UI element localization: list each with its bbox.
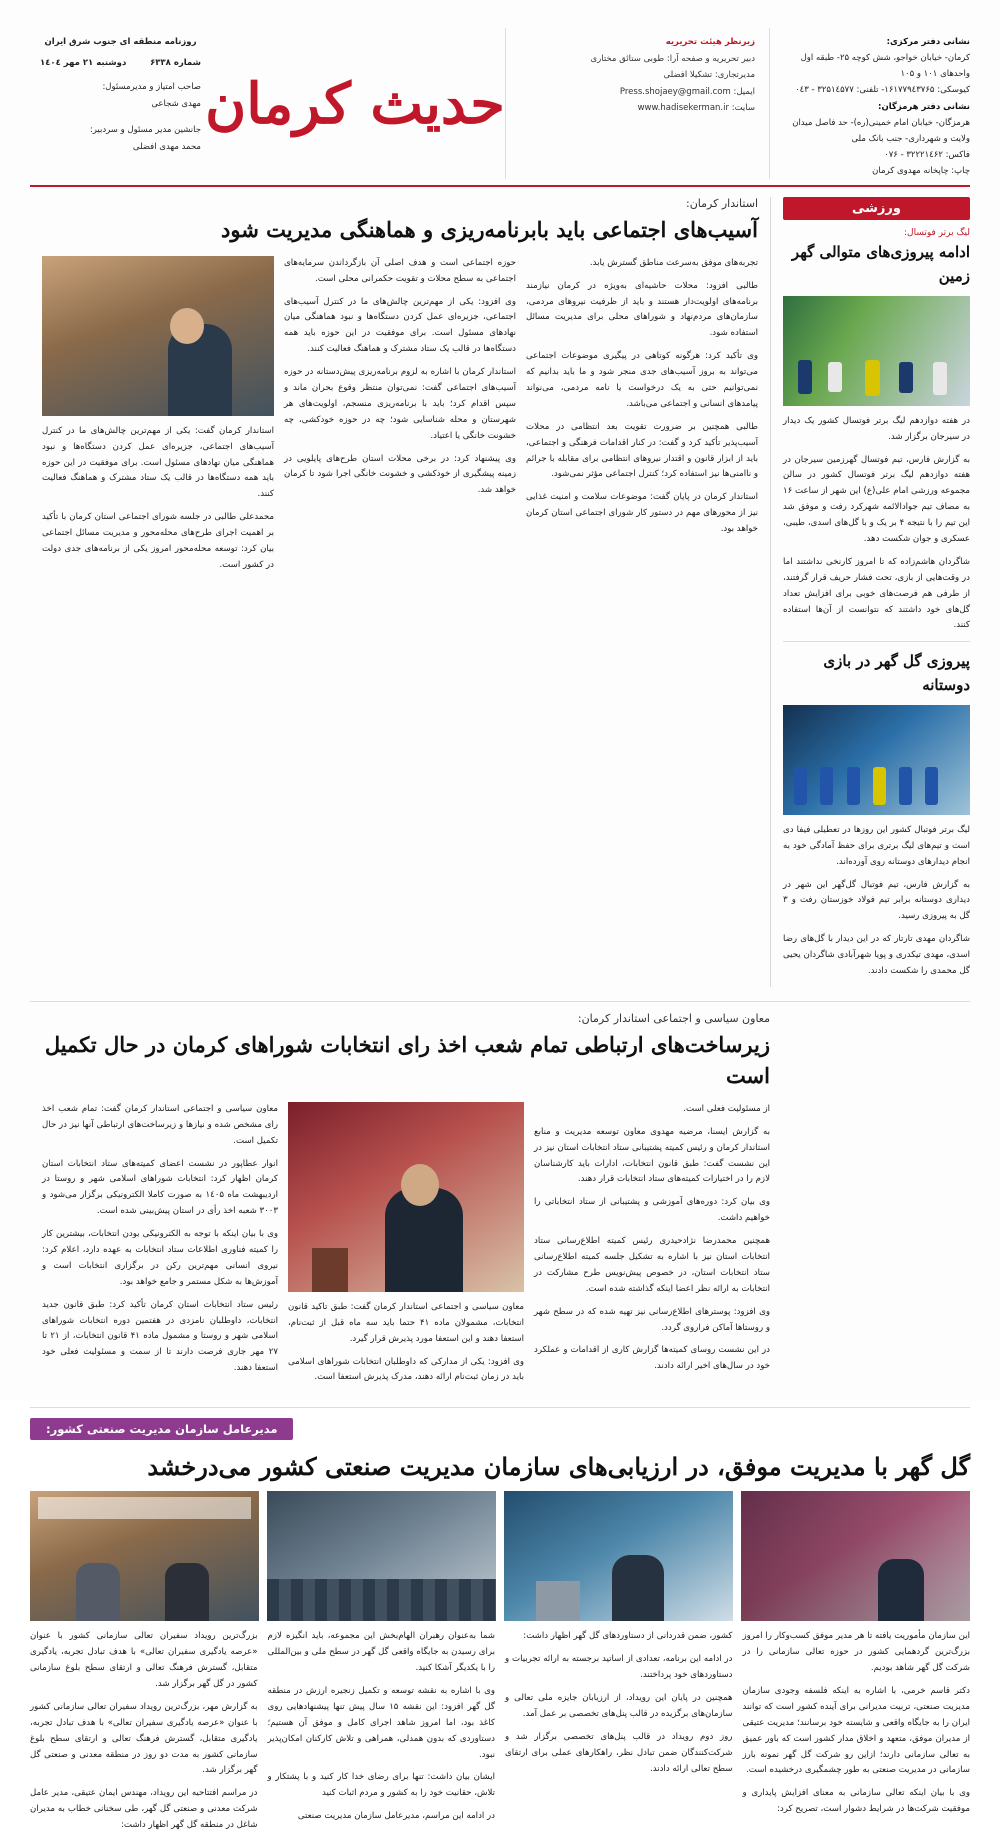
third-story-column-4 bbox=[30, 1629, 258, 1841]
lead-caption-paragraph: استاندار کرمان گفت: یکی از مهم‌ترین چالش‌های ما در کنترل آسیب‌های اجتماعی، جزیره‌ای عمل کردن دستگاه‌ها و نبود هماهنگی میان نهادهای مسئول است. برای موفقیت در این حوزه باید همه دستگاه‌ها در قالب یک ستاد مشترک و هماهنگ فعالیت کنند. bbox=[42, 425, 274, 500]
sports2-paragraph: لیگ برتر فوتبال کشور این روزها در تعطیلی فیفا دی است و تیم‌های لیگ برتری برای حفظ آمادگی خود به انجام دیدارهای دوستانه روی آورده‌اند. bbox=[783, 824, 970, 867]
official-speaking-photo bbox=[288, 1102, 524, 1292]
sports-paragraph: به گزارش فارس، تیم فوتسال گهرزمین سیرجان در هفته دوازدهم لیگ برتر فوتسال کشور در سالن مجموعه ورزشی امام علی(ع) این شهر از ساعت ۱۶ به مصاف تیم جوادالائمه شهرکرد رفت و موفق شد این تیم را با نتیجه ۴ بر یک و با گل‌های اسدی، طیبی، عسکری و جوان شکست دهد. bbox=[783, 454, 970, 544]
sports-section-badge[interactable]: ورزشی bbox=[783, 197, 970, 220]
publication-date: دوشنبه ۲۱ مهر ۱٤۰٤ bbox=[40, 57, 127, 68]
email-label: ایمیل: bbox=[733, 86, 755, 97]
sports2-paragraph: شاگردان مهدی تارتار که در این دیدار با گل‌های رضا اسدی، مهدی تیکدری و پویا شهرآبادی شاگردان یحیی گل محمدی را شکست دادند. bbox=[783, 934, 970, 976]
site-address[interactable]: www.hadisekerman.ir bbox=[637, 103, 729, 114]
second-paragraph: به گزارش ایسنا، مرضیه مهدوی معاون توسعه مدیریت و منابع استاندار کرمان و رئیس کمیته پشتیبانی ستاد انتخابات استان نیز در این نشست گفت: طبق قانون انتخابات، ادارات باید کارشناسان لازم را در اختیارات کمیته‌های ستاد انتخابات قرار دهند. bbox=[534, 1126, 770, 1185]
third-story-banner[interactable]: مدیرعامل سازمان مدیریت صنعتی کشور: bbox=[30, 1418, 293, 1440]
award-ceremony-photo bbox=[30, 1491, 259, 1621]
masthead-right-block bbox=[30, 28, 205, 179]
third-paragraph: وی با اشاره به نقشه توسعه و تکمیل زنجیره ارزش در منطقه گل گهر افزود: این نقشه ۱۵ سال پیش تنها پیشنهادهایی روی کاغذ بود، اما امروز شاهد اجرای کامل و موفق آن هستیم؛ دستاوردی که بدون همدلی، همراهی و تلاش کارکنان امکان‌پذیر نبود. bbox=[267, 1685, 495, 1760]
third-paragraph: ایشان بیان داشت: تنها برای رضای خدا کار کنید و با پشتکار و تلاش، حقانیت خود را به کشور و مردم اثبات کنید bbox=[267, 1772, 495, 1799]
football-team-photo bbox=[783, 705, 970, 815]
second-paragraph: همچنین محمدرضا نژادحیدری رئیس کمیته اطلاع‌رسانی ستاد انتخابات استان نیز با اشاره به تشکیل جلسه کمیته اطلاع‌رسانی ستاد انتخابات استان، در خصوص پیش‌نویس طرح مشارکت در انتخابات به ارائه نظر اعضا اینکه گذاشته شده است. bbox=[534, 1236, 770, 1294]
second-story-column-left bbox=[534, 1102, 770, 1393]
sports2-body bbox=[783, 823, 970, 980]
second-paragraph: در این نشست روسای کمیته‌ها گزارش کاری از اقدامات و عملکرد خود در سال‌های اخیر ارائه دادند. bbox=[534, 1345, 770, 1372]
address-title-hormozgan: نشانی دفتر هرمزگان: bbox=[878, 101, 970, 112]
third-paragraph: همچنین در پایان این رویداد، از ارزیابان جایزه ملی تعالی و سازمان‌های برگزیده در قالب پنل‌های تخصصی بر عمل آمد. bbox=[505, 1692, 733, 1719]
third-paragraph: شما به‌عنوان رهبران الهام‌بخش این مجموعه، باید انگیزه لازم برای رسیدن به جایگاه واقعی گل گهر در سطح ملی و بین‌المللی را با یکدیگر آشکا کنید. bbox=[267, 1631, 495, 1674]
second-paragraph: معاون سیاسی و اجتماعی استاندار کرمان گفت: تمام شعب اخذ رای مشخص شده و نیازها و زیرساخت‌های ارتباطی آنها نیز در حال تکمیل است. bbox=[42, 1103, 278, 1146]
deputy-label: جانشین مدیر مسئول و سردبیر: bbox=[89, 125, 201, 136]
third-paragraph: کشور، ضمن قدردانی از دستاوردهای گل گهر اظهار داشت: bbox=[523, 1631, 733, 1642]
owner-name: مهدی شجاعی bbox=[151, 98, 201, 109]
second-story-kicker: معاون سیاسی و اجتماعی استاندار کرمان: bbox=[577, 1011, 770, 1025]
address-line-4: فاکس: ۳۲۲۲۱٤۶۲ - ۰۷۶ bbox=[884, 149, 970, 160]
masthead-address-block bbox=[770, 28, 970, 179]
owner-label: صاحب امتیاز و مدیرمسئول: bbox=[102, 82, 201, 93]
group-conference-photo bbox=[267, 1491, 496, 1621]
third-paragraph: دکتر قاسم خرمی، با اشاره به اینکه فلسفه وجودی سازمان مدیریت صنعتی، تربیت مدیرانی برای آینده کشور است که توانند ایران را به جایگاه واقعی و شایسته خود برسانند؛ مدیریت عتیقی از مدیران موفق، متعهد و اخلاق مدار کشور است که باور عمیق به تعالی سازمانی دارند؛ ازاین رو شرکت گل گهر نمونه بارز سازمانی در مدیریت صنعتی به طور چشمگیری درخشیده است. bbox=[742, 1685, 970, 1776]
newspaper-title: حدیث کرمان bbox=[205, 70, 505, 137]
second-caption-paragraph: معاون سیاسی و اجتماعی استاندار کرمان گفت: طبق تاکید قانون انتخابات، مشمولان ماده ۴۱ حتما باید سه ماه قبل از ثبت‌نام، استعفا دهند و این استعفا مورد پذیرش قرار گیرد. bbox=[288, 1301, 524, 1344]
lead-paragraph: وی افزود: یکی از مهم‌ترین چالش‌های ما در کنترل آسیب‌های اجتماعی، جزیره‌ای عمل کردن دستگاه‌ها و نبود هماهنگی میان نهادهای مسئول است. برای موفقیت در این حوزه باید همه دستگاه‌ها در قالب یک ستاد مشترک و هماهنگ فعالیت کنند. bbox=[284, 296, 516, 355]
masthead bbox=[30, 28, 970, 187]
sports-paragraph: در هفته دوازدهم لیگ برتر فوتسال کشور یک دیدار در سیرجان برگزار شد. bbox=[783, 415, 970, 442]
second-paragraph: انوار عطاپور در نشست اعضای کمیته‌های ستاد انتخابات استان کرمان اظهار کرد: انتخابات شوراهای اسلامی شهر و روستا در اردیبهشت ماه ۱٤۰۵ به صورت کاملا الکترونیکی برگزار می‌شود و ۳۰۰۳ شعبه اخذ رأی در استان پیش‌بینی شده است. bbox=[42, 1158, 279, 1217]
second-caption-paragraph: وی افزود: یکی از مدارکی که داوطلبان انتخابات شوراهای اسلامی باید در زمان ثبت‌نام ارائه دهند، مدرک پذیرش استعفا است. bbox=[288, 1356, 524, 1383]
second-story-column-right bbox=[42, 1102, 278, 1393]
third-paragraph: در مراسم افتتاحیه این رویداد، مهندس ایمان عتیقی، مدیر عامل شرکت معدنی و صنعتی گل گهر، طی سخنانی خطاب به مدیران شاغل در منطقه گل گهر اظهار داشت: bbox=[30, 1788, 258, 1831]
third-paragraph: بزرگ‌ترین رویداد سفیران تعالی سازمانی کشور با عنوان «عرصه یادگیری سفیران تعالی» با هدف تبادل تجربه، یادگیری متقابل، گسترش فرهنگ تعالی و ارتقای سطح بلوغ سازمانی کشور در گل گهر برگزار شد. bbox=[30, 1631, 258, 1689]
address-line-1: کرمان- خیابان خواجو، شش کوچه ۲۵- طبقه اول واحدهای ۱۰۱ و ۱۰۵ bbox=[800, 53, 970, 80]
lead-paragraph: وی تأکید کرد: هرگونه کوتاهی در پیگیری موضوعات اجتماعی می‌تواند به بروز آسیب‌های جدی منجر شود و ما باید بدانیم که نمی‌توانیم حتی به یک درخواست یا نامه مردمی، می‌نواند پیامدهای انسانی و اجتماعی می‌باشد. bbox=[526, 351, 758, 409]
futsal-match-photo bbox=[783, 296, 970, 406]
email-address[interactable]: Press.shojaey@gmail.com bbox=[619, 86, 731, 97]
top-section bbox=[30, 197, 970, 987]
editorial-line-1: دبیر تحریریه و صفحه آرا: طوبی ستائق مختاری bbox=[590, 53, 755, 64]
second-story-caption-text bbox=[288, 1300, 524, 1386]
third-paragraph: در ادامه این مراسم، مدیرعامل سازمان مدیریت صنعتی bbox=[297, 1811, 495, 1822]
third-paragraph: روز دوم رویداد در قالب پنل‌های تخصصی برگزار شد و شرکت‌کنندگان ضمن تبادل نظر، راهکارهای عملی برای ارتقای سطح تعالی ارائه دادند. bbox=[505, 1731, 733, 1774]
third-story-photo-strip bbox=[30, 1491, 970, 1621]
second-paragraph: وی با بیان اینکه با توجه به الکترونیکی بودن انتخابات، بیشترین کار را کمیته فناوری اطلاعات ستاد انتخابات به عهده دارد، اعلام کرد: نیروی انسانی مهم‌ترین رکن در برگزاری انتخابات است و آموزش‌ها به شکل مستمر و جامع خواهد بود. bbox=[42, 1229, 278, 1287]
third-story-column-2 bbox=[505, 1629, 733, 1841]
lead-paragraph: استاندار کرمان در پایان گفت: موضوعات سلامت و امنیت غذایی نیز از محورهای مهم در دستور کار شورای اجتماعی استان کرمان خواهد بود. bbox=[526, 492, 758, 535]
lead-paragraph: حوزه اجتماعی است و هدف اصلی آن بازگرداندن سرمایه‌های اجتماعی به سطح محلات و تقویت حکمرانی محلی است. bbox=[284, 257, 516, 284]
editorial-line-2: مدیرتجاری: تشکیلا افضلی bbox=[663, 70, 755, 81]
speaker-podium-photo bbox=[504, 1491, 733, 1621]
lead-story bbox=[30, 197, 770, 987]
second-paragraph: از مسئولیت فعلی است. bbox=[683, 1103, 770, 1114]
third-story-column-1 bbox=[743, 1629, 971, 1841]
lead-paragraph: طالبی همچنین بر ضرورت تقویت بعد انتظامی در محلات آسیب‌پذیر تأکید کرد و گفت: در کنار اقدامات فرهنگی و اجتماعی، باید از ابزار قانون و اقتدار نیروهای انتظامی برای مقابله با جرائم و ناامنی‌ها نیز استفاده کرد؛ کنترل اجتماعی مؤثر نمی‌شود. bbox=[526, 421, 758, 480]
third-story-columns bbox=[30, 1629, 970, 1841]
masthead-logo bbox=[205, 28, 505, 179]
lead-story-column-mid bbox=[284, 256, 516, 581]
lead-caption-paragraph: محمدعلی طالبی در جلسه شورای اجتماعی استان کرمان با تأکید بر اهمیت اجرای طرح‌های محله‌محور و مدیریت مسائل اجتماعی بیان کرد: توسعه محله‌محور امروز یکی از برنامه‌های جدی دولت در کشور است. bbox=[42, 512, 274, 570]
third-story-headline: گل گهر با مدیریت موفق، در ارزیابی‌های سازمان مدیریت صنعتی کشور می‌درخشد bbox=[147, 1452, 970, 1482]
third-paragraph: وی با بیان اینکه تعالی سازمانی به معنای افزایش پایداری و موفقیت شرکت‌ها در شرایط دشوار است، تصریح کرد: bbox=[742, 1788, 970, 1815]
third-paragraph: به گزارش مهر، بزرگ‌ترین رویداد سفیران تعالی سازمانی کشور با عنوان «عرصه یادگیری سفیران تعالی» با هدف تبادل تجربه، یادگیری متقابل، گسترش فرهنگ تعالی و ارتقای سطح بلوغ سازمانی کشور به مدت دو روز در منطقه معدنی و صنعتی گل گهر برگزار شد. bbox=[30, 1701, 258, 1776]
lead-paragraph: وی پیشنهاد کرد: در برخی محلات استان طرح‌های پایلویی در زمینه پیشگیری از خودکشی و خشونت خانگی اجرا شود تا کرمان خواهد شد. bbox=[284, 453, 516, 496]
conference-hall-photo bbox=[741, 1491, 970, 1621]
sports-paragraph: شاگردان هاشم‌زاده که تا امروز کارنخی نداشتند اما در وقت‌هایی از بازی، تحت فشار حریف قرار گرفتند، از طرفی هم فرصت‌های خوبی برای افزایش تعداد گل‌های خود داشتند که نتوانست از آن‌ها استفاده کنند. bbox=[783, 556, 970, 631]
deputy-name: محمد مهدی افضلی bbox=[132, 141, 201, 152]
lead-paragraph: طالبی افزود: محلات حاشیه‌ای به‌ویژه در کرمان نیازمند برنامه‌های اولویت‌دار هستند و باید از ظرفیت نیروهای مردمی، سازمان‌های مردم‌نهاد و شوراهای محلی برای مدیریت مسائل استفاده شود. bbox=[526, 280, 758, 339]
second-story-headline: زیرساخت‌های ارتباطی تمام شعب اخذ رای انتخابات شوراهای کرمان در حال تکمیل است bbox=[44, 1031, 770, 1089]
masthead-editorial-block bbox=[505, 28, 770, 179]
address-title-main: نشانی دفتر مرکزی: bbox=[886, 37, 970, 47]
site-label: سایت: bbox=[731, 103, 755, 114]
address-line-3: هرمزگان- خیابان امام خمینی(ره)- حد فاصل میدان ولایت و شهرداری- جنب بانک ملی bbox=[792, 117, 970, 144]
issue-number: شماره ۶۳۳۸ bbox=[150, 57, 201, 68]
second-paragraph: رئیس ستاد انتخابات استان کرمان تأکید کرد: طبق قانون جدید انتخابات، داوطلبان نامزدی در هفتمین دوره انتخابات شوراهای اسلامی شهر و روستا و مشمول ماده ۴۱ قانون انتخابات، از ۲۱ تا ۲۷ مهر جاری فرصت دارند تا از سمت و مسئولیت فعلی خود استعفا دهند. bbox=[42, 1299, 278, 1374]
governor-portrait-photo bbox=[42, 256, 274, 416]
lead-story-kicker: استاندار کرمان: bbox=[686, 197, 758, 211]
sports-headline: ادامه پیروزی‌های متوالی گهر زمین bbox=[791, 243, 970, 285]
sports-kicker: لیگ برتر فوتسال: bbox=[904, 228, 970, 239]
third-paragraph: این سازمان مأموریت یافته تا هر مدیر موفق کسب‌وکار را امروز بزرگ‌ترین گردهمایی کشور در حوزه تعالی سازمانی را در شرکت گل گهر شاهد بودیم. bbox=[742, 1631, 970, 1674]
third-story-section bbox=[30, 1407, 970, 1841]
sports2-headline: پیروزی گل گهر در بازی دوستانه bbox=[783, 641, 970, 697]
sports2-paragraph: به گزارش فارس، تیم فوتبال گل‌گهر این شهر در دیداری دوستانه برابر تیم فولاد خوزستان رفت و ۳ گل به پیروزی رسید. bbox=[783, 879, 970, 922]
lead-story-headline: آسیب‌های اجتماعی باید بابرنامه‌ریزی و هماهنگی مدیریت شود bbox=[221, 217, 758, 243]
second-story-column-mid bbox=[288, 1102, 524, 1393]
second-story bbox=[30, 1012, 770, 1393]
lead-story-column-left bbox=[526, 256, 758, 581]
second-paragraph: وی بیان کرد: دوره‌های آموزشی و پشتیبانی از ستاد انتخاباتی را خواهیم داشت. bbox=[534, 1197, 770, 1224]
lead-story-caption-text bbox=[42, 424, 274, 574]
sports-rail bbox=[770, 197, 970, 987]
third-story-column-3 bbox=[268, 1629, 496, 1841]
second-paragraph: وی افزود: پوسترهای اطلاع‌رسانی نیز تهیه شده که در سطح شهر و روستاها آماکن فراروی گردد. bbox=[534, 1306, 770, 1333]
editorial-title: زیرنظر هیئت تحریریه bbox=[665, 37, 755, 47]
lead-story-column-right bbox=[42, 256, 274, 581]
lead-paragraph: تجربه‌های موفق به‌سرعت مناطق گسترش یابد. bbox=[589, 257, 758, 268]
third-paragraph: در ادامه این برنامه، تعدادی از اساتید برجسته به ارائه تجربیات و دستاوردهای خود پرداختند. bbox=[505, 1654, 733, 1681]
address-line-5: چاپ: چاپخانه مهدوی کرمان bbox=[872, 166, 970, 177]
publication-scope: روزنامه منطقه ای جنوب شرق ایران bbox=[44, 37, 197, 47]
lead-paragraph: استاندار کرمان با اشاره به لزوم برنامه‌ریزی پیش‌دستانه در حوزه آسیب‌های اجتماعی گفت: نمی‌توان منتظر وقوع بحران ماند و سپس اقدام کرد؛ باید با برنامه‌ریزی منسجم، اولویت‌های هر شهرستان و محله شناسایی شود؛ چه در حوزه خودکشی، چه خشونت خانگی یا اعتیاد. bbox=[284, 367, 516, 441]
second-story-section bbox=[30, 1001, 970, 1393]
address-line-2: کیوسکی: ۱۶۱۷۷۹٤۳۷۶۵- تلفنی: ۳۲۵۱٤۵۷۷ - ۰٤۳ bbox=[795, 85, 970, 96]
sports-body bbox=[783, 414, 970, 635]
